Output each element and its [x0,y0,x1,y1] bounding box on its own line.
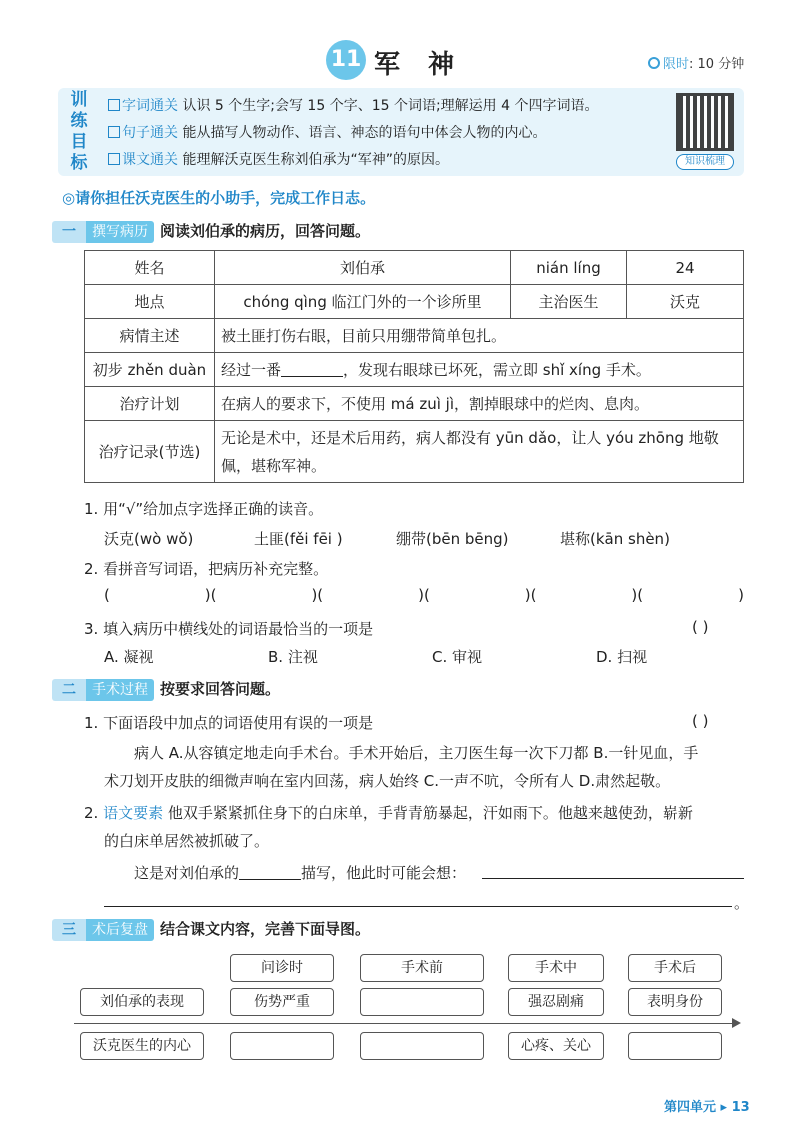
pinyin-choice[interactable]: 土匪(fěi fēi ) [254,530,343,548]
qr-code-icon[interactable] [676,93,734,151]
answer-line[interactable] [104,906,732,907]
passage-line: 术刀划开皮肤的细微声响在室内回荡，病人始终 C.一声不吭，令所有人 D.肃然起敬。 [104,772,671,790]
table-row [85,319,744,353]
checkbox-icon[interactable] [108,153,120,165]
row-label: 刘伯承的表现 [80,988,204,1016]
map-cell: 心疼、关心 [508,1032,604,1060]
map-blank-cell[interactable] [230,1032,334,1060]
section-1-header: 一 撰写病历 阅读刘伯承的病历，回答问题。 [52,220,370,242]
question-1-1: 1. 用“√”给加点字选择正确的读音。 [84,500,324,518]
table-row [85,387,744,421]
question-2-1: 1. 下面语段中加点的词语使用有误的一项是 [84,714,374,732]
section-3-header: 三 术后复盘 结合课文内容，完善下面导图。 [52,918,370,940]
table-cell: 姓名 [85,251,215,285]
passage-line: 病人 A.从容镇定地走向手术台。手术开始后，主刀医生每一次下刀都 B.一针见血，手 [134,744,699,762]
table-cell: 24 [627,251,744,285]
goals-side-label: 训 练 目 标 [70,90,88,173]
table-cell: 经过一番 ，发现右眼球已坏死，需立即 shǐ xíng 手术。 [215,353,744,387]
key-element-tag: 语文要素 [103,804,164,822]
table-cell: 初步 zhěn duàn [85,353,215,387]
goal-item: 课文通关 能理解沃克医生称刘伯承为“军神”的原因。 [108,149,449,169]
table-cell: chóng qìng 临江门外的一个诊所里 [215,285,511,319]
pinyin-choice[interactable]: 沃克(wò wǒ) [104,530,194,548]
stage-box: 手术中 [508,954,604,982]
table-cell: 主治医生 [511,285,627,319]
map-blank-cell[interactable] [360,1032,484,1060]
goal-item: 句子通关 能从描写人物动作、语言、神态的语句中体会人物的内心。 [108,122,546,142]
table-cell: 病情主述 [85,319,215,353]
pinyin-choice[interactable]: 绷带(bēn bēng) [396,530,509,548]
table-cell: 在病人的要求下，不使用 má zuì jì，割掉眼球中的烂肉、息肉。 [215,387,744,421]
answer-blank[interactable] [239,866,301,880]
answer-line[interactable] [482,878,744,879]
map-cell: 强忍剧痛 [508,988,604,1016]
answer-parens-row[interactable]: ( )( )( )( )( )( ) [104,586,744,604]
table-cell: 无论是术中，还是术后用药，病人都没有 yūn dǎo，让人 yóu zhōng 地敬佩，堪称军神。 [215,421,744,483]
clock-icon [648,57,660,69]
table-row [85,421,744,483]
table-cell: 地点 [85,285,215,319]
arrow-head-icon [732,1018,741,1028]
question-1-3: 3. 填入病历中横线处的词语最恰当的一项是 [84,620,374,638]
stage-box: 问诊时 [230,954,334,982]
option-a[interactable]: A. 凝视 [104,648,154,666]
answer-paren[interactable]: ( ) [692,712,709,730]
map-cell: 表明身份 [628,988,722,1016]
checkbox-icon[interactable] [108,126,120,138]
timeline-arrow [74,1023,736,1024]
page-footer: 第四单元 ▸ 13 [664,1100,750,1115]
table-cell: 治疗计划 [85,387,215,421]
table-cell: 被土匪打伤右眼，目前只用绷带简单包扎。 [215,319,744,353]
passage-line: 的白床单居然被抓破了。 [104,832,270,850]
pinyin-choice[interactable]: 堪称(kān shèn) [560,530,670,548]
period: 。 [734,894,750,912]
goal-item: 字词通关 认识 5 个生字;会写 15 个字、15 个词语;理解运用 4 个四字词语。 [108,95,598,115]
stage-box: 手术后 [628,954,722,982]
map-blank-cell[interactable] [360,988,484,1016]
fill-line: 这是对刘伯承的 描写，他此时可能会想： [134,864,467,882]
checkbox-icon[interactable] [108,99,120,111]
table-cell: 治疗记录(节选) [85,421,215,483]
question-2-2: 2. 语文要素 他双手紧紧抓住身下的白床单，手背青筋暴起，汗如雨下。他越来越使劲，崭新 [84,804,693,822]
table-row [85,353,744,387]
table-cell: nián líng [511,251,627,285]
stage-box: 手术前 [360,954,484,982]
table-row [85,285,744,319]
table-cell: 刘伯承 [215,251,511,285]
map-cell: 伤势严重 [230,988,334,1016]
map-blank-cell[interactable] [628,1032,722,1060]
answer-blank[interactable] [281,363,343,377]
medical-record-table [84,250,744,483]
option-b[interactable]: B. 注视 [268,648,318,666]
intro-text: ◎请你担任沃克医生的小助手，完成工作日志。 [62,189,376,207]
qr-label: 知识梳理 [676,154,734,170]
option-c[interactable]: C. 审视 [432,648,483,666]
answer-paren[interactable]: ( ) [692,618,709,636]
table-cell: 沃克 [627,285,744,319]
option-d[interactable]: D. 扫视 [596,648,648,666]
lesson-title: 军神 [374,50,483,80]
section-2-header: 二 手术过程 按要求回答问题。 [52,678,280,700]
time-limit: 限时: 10 分钟 [648,53,744,72]
lesson-number-badge: 11 [326,40,366,80]
table-row [85,251,744,285]
question-1-2: 2. 看拼音写词语，把病历补充完整。 [84,560,329,578]
row-label: 沃克医生的内心 [80,1032,204,1060]
